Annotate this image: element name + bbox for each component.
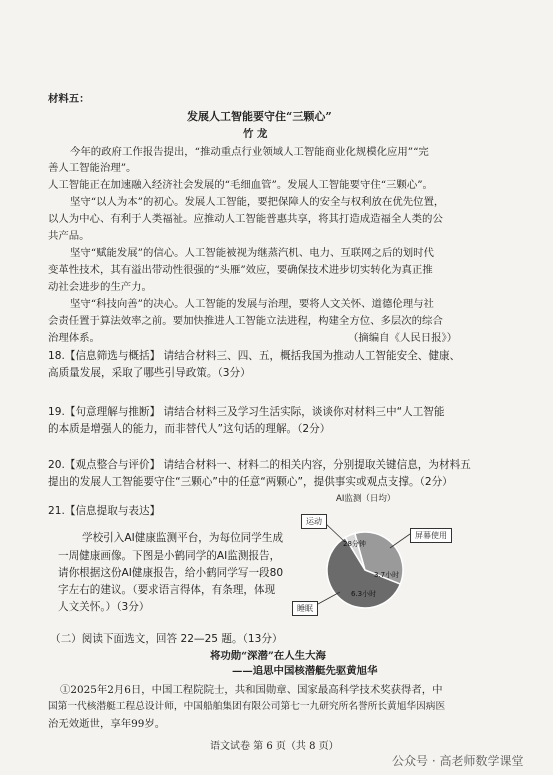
article-line: 善人工智能治理”。 <box>48 162 137 174</box>
question-21-line: 字左右的建议。（要求语言得体，有条理，体现 <box>58 584 276 596</box>
question-18-line1: 18.【信息筛选与概括】 请结合材料三、四、五，概括我国为推动人工智能安全、健康、 <box>48 350 461 362</box>
question-21-line: 一周健康画像。下图是小鹤同学的AI监测报告， <box>58 550 281 562</box>
article-line: 坚守“赋能发展”的信心。人工智能被视为继蒸汽机、电力、互联网之后的划时代 <box>70 247 434 259</box>
legend-label-screen: 屏幕使用 <box>410 528 452 543</box>
question-18-line2: 高质量发展，采取了哪些引导政策。（3分） <box>48 367 251 379</box>
leader-line <box>324 522 345 542</box>
question-20-line2: 提出的发展人工智能要守住“三颗心”中的任意“两颗心”，提供事实或观点支撑。（2分） <box>48 476 453 488</box>
slice-label-screen: 3.7小时 <box>374 571 400 579</box>
question-19-line2: 的本质是增强人的能力，而非替代人”这句话的理解。（2分） <box>48 423 331 435</box>
section2-line: 治无效逝世，享年99岁。 <box>48 718 166 730</box>
section2-heading: （二）阅读下面选文，回答 22—25 题。（13分） <box>50 633 283 645</box>
question-19-line1: 19.【句意理解与推断】 请结合材料三及学习生活实际，谈谈你对材料三中“人工智能 <box>48 406 445 418</box>
leader-line <box>318 592 340 604</box>
article-line: 坚守“科技向善”的决心。人工智能的发展与治理，要将人文关怀、道德伦理与社 <box>70 298 434 310</box>
article-line: 今年的政府工作报告提出，“推动重点行业领域人工智能商业化规模化应用”“完 <box>70 146 429 158</box>
slice-label-sleep: 6.3小时 <box>351 590 377 598</box>
question-21-line: 学校引入AI健康监测平台，为每位同学生成 <box>82 532 284 544</box>
section2-line: ①2025年2月6日，中国工程院院士，共和国勋章、国家最高科学技术奖获得者，中 <box>60 684 443 696</box>
question-21-line: 人文关怀。）（3分） <box>58 601 150 613</box>
question-21-heading: 21.【信息提取与表达】 <box>48 505 161 517</box>
article-line: 人工智能正在加速融入经济社会发展的“毛细血管”。发展人工智能要守住“三颗心”。 <box>48 179 433 191</box>
leader-line <box>390 534 410 548</box>
section2-subtitle: ——追思中国核潜艇先驱黄旭华 <box>232 665 378 677</box>
section2-title: 将功勋“深潜”在人生大海 <box>210 650 326 662</box>
section2-line: 国第一代核潜艇工程总设计师，中国船舶集团有限公司第七一九研究所名誉所长黄旭华因病医 <box>48 701 446 712</box>
article-line: 治理体系。 <box>48 332 100 344</box>
watermark: 公众号 · 高老师数学课堂 <box>392 754 524 768</box>
slice-label-exercise: 28分钟 <box>343 540 366 548</box>
material-label: 材料五： <box>48 93 90 105</box>
chart-title: AI监测（日均） <box>336 494 396 504</box>
article-line: 变革性技术，其有溢出带动性很强的“头雁”效应，要确保技术进步切实转化为真正推 <box>48 264 433 276</box>
question-20-line1: 20.【观点整合与评价】 请结合材料一、材料二的相关内容，分别提取关键信息，为材料五 <box>48 459 471 471</box>
article-line: 以人为中心、有利于人类福祉。应推动人工智能普惠共享，将其打造成造福全人类的公 <box>48 213 443 225</box>
article-line: 坚守“以人为本”的初心。发展人工智能，要把保障人的安全与权利放在优先位置， <box>70 196 445 208</box>
article-title: 发展人工智能要守住“三颗心” <box>187 110 332 123</box>
legend-label-sleep: 睡眠 <box>292 601 318 616</box>
question-21-line: 请你根据这份AI健康报告，给小鹤同学写一段80 <box>58 567 284 579</box>
article-line: 动社会进步的生产力。 <box>48 281 152 293</box>
article-author: 竹 龙 <box>243 128 268 140</box>
page-footer: 语文试卷 第 6 页（共 8 页） <box>210 741 339 752</box>
article-line: 共产品。 <box>48 230 90 242</box>
article-line: 会责任置于算法效率之前。要加快推进人工智能立法进程，构建全方位、多层次的综合 <box>48 315 443 327</box>
legend-label-exercise: 运动 <box>301 514 327 529</box>
article-source: （摘编自《人民日报》） <box>348 332 458 344</box>
